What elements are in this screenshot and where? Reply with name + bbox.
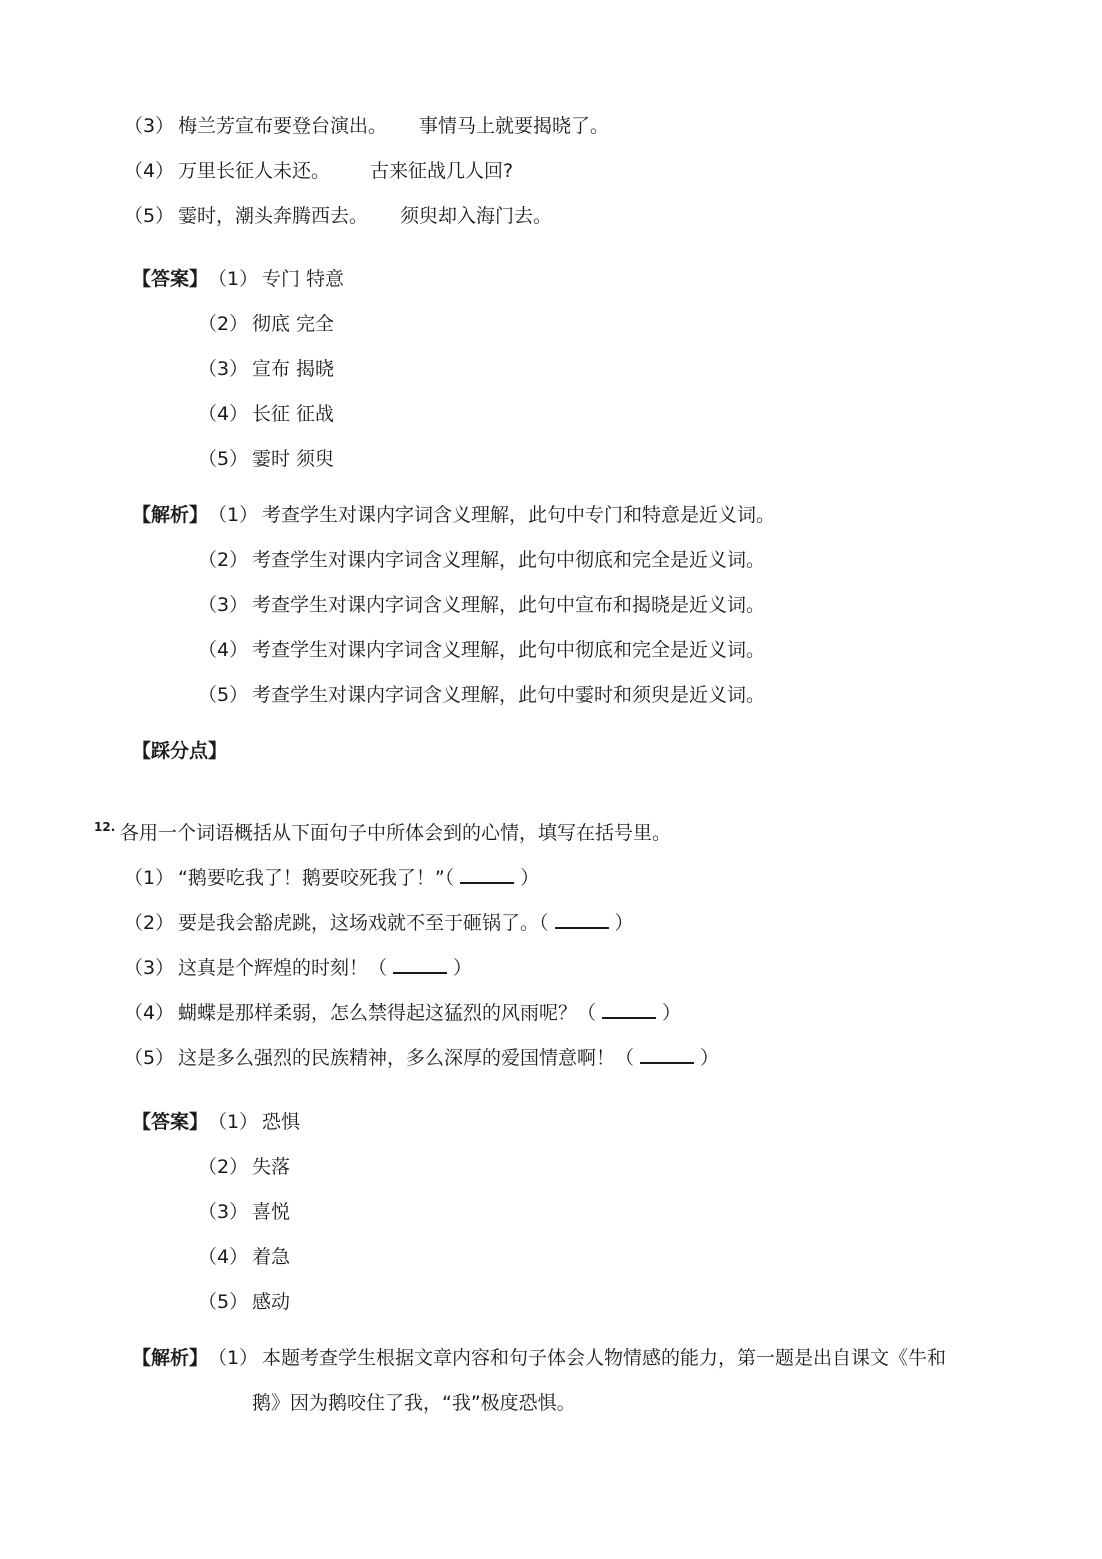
item-number: （4） [198,639,249,661]
item-number: （5） [198,448,249,470]
sentence-a: 梅兰芳宣布要登台演出。 [178,115,388,137]
question-item [124,865,539,891]
item-number: （2） [198,549,249,571]
question-item [124,955,472,981]
sentence-b: 须臾却入海门去。 [400,205,553,227]
item-number: （2） [198,313,249,335]
item-number: （1） [208,1111,259,1133]
answer-row [132,1109,300,1135]
item-close: ） [700,1047,720,1069]
item-number: （4） [198,1246,249,1268]
item-number: （1） [208,504,259,526]
analysis-row [198,682,765,708]
item-text: 蝴蝶是那样柔弱，怎么禁得起这猛烈的风雨呢？（ [178,1002,597,1024]
answer-row [198,1199,290,1225]
analysis-text: 本题考查学生根据文章内容和句子体会人物情感的能力，第一题是出自课文《牛和 [262,1347,947,1369]
answer-text: 着急 [252,1246,291,1268]
points-label: 【踩分点】 [132,740,228,762]
item-number: （1） [208,268,259,290]
analysis-text: 考查学生对课内字词含义理解，此句中霎时和须臾是近义词。 [252,684,766,706]
answer-row [198,1289,290,1315]
analysis-label: 【解析】 [132,504,209,526]
analysis-row [198,592,765,618]
answer-text: 喜悦 [252,1201,291,1223]
answer-text: 霎时 须臾 [252,448,335,470]
answer-blank[interactable] [393,956,447,974]
item-close: ） [662,1002,682,1024]
item-number: （2） [124,912,175,934]
answer-text: 恐惧 [262,1111,301,1133]
answer-blank[interactable] [460,866,514,884]
answer-row [198,1154,290,1180]
item-number: （3） [124,115,175,137]
answer-row [132,266,344,292]
question-number: 12. [94,820,116,834]
answer-row [198,311,334,337]
answer-blank[interactable] [555,911,609,929]
answer-text: 专门 特意 [262,268,345,290]
points-row [132,738,227,764]
sentence-a: 霎时，潮头奔腾西去。 [178,205,369,227]
answer-blank[interactable] [602,1001,656,1019]
analysis-row [132,1345,946,1371]
item-close: ） [453,957,473,979]
item-number: （5） [124,1047,175,1069]
question-item [124,203,552,229]
answer-text: 感动 [252,1291,291,1313]
item-close: ） [614,912,634,934]
question-item [124,158,513,184]
analysis-text: 考查学生对课内字词含义理解，此句中彻底和完全是近义词。 [252,639,766,661]
answer-label: 【答案】 [132,268,209,290]
analysis-text: 考查学生对课内字词含义理解，此句中彻底和完全是近义词。 [252,549,766,571]
question-item [124,113,609,139]
answer-row [198,1244,290,1270]
answer-row [198,401,334,427]
analysis-label: 【解析】 [132,1347,209,1369]
item-number: （4） [198,403,249,425]
analysis-continuation: 鹅》因为鹅咬住了我，“我”极度恐惧。 [252,1392,576,1414]
analysis-row [198,547,765,573]
question-prompt: 各用一个词语概括从下面句子中所体会到的心情，填写在括号里。 [120,822,672,844]
answer-row [198,446,334,472]
item-number: （2） [198,1156,249,1178]
item-number: （1） [208,1347,259,1369]
question-item [124,1045,719,1071]
analysis-row [198,637,765,663]
item-text: 这是多么强烈的民族精神，多么深厚的爱国情意啊！（ [178,1047,635,1069]
item-text: 这真是个辉煌的时刻！（ [178,957,388,979]
item-text: “鹅要吃我了！鹅要咬死我了！”（ [178,867,455,889]
item-close: ） [520,867,540,889]
sentence-b: 古来征战几人回? [370,160,514,182]
item-number: （1） [124,867,175,889]
analysis-row [132,502,775,528]
answer-text: 失落 [252,1156,291,1178]
item-number: （5） [198,1291,249,1313]
answer-row [198,356,334,382]
sentence-a: 万里长征人未还。 [178,160,331,182]
answer-text: 宣布 揭晓 [252,358,335,380]
item-number: （3） [124,957,175,979]
answer-label: 【答案】 [132,1111,209,1133]
item-number: （3） [198,358,249,380]
question-item [124,1000,681,1026]
item-number: （4） [124,1002,175,1024]
item-text: 要是我会豁虎跳，这场戏就不至于砸锅了。（ [178,912,549,934]
answer-text: 彻底 完全 [252,313,335,335]
answer-blank[interactable] [640,1046,694,1064]
question-item [124,910,634,936]
item-number: （3） [198,1201,249,1223]
analysis-text: 考查学生对课内字词含义理解，此句中宣布和揭晓是近义词。 [252,594,766,616]
item-number: （5） [198,684,249,706]
sentence-b: 事情马上就要揭晓了。 [419,115,610,137]
item-number: （3） [198,594,249,616]
item-number: （4） [124,160,175,182]
answer-text: 长征 征战 [252,403,335,425]
analysis-text: 考查学生对课内字词含义理解，此句中专门和特意是近义词。 [262,504,776,526]
item-number: （5） [124,205,175,227]
